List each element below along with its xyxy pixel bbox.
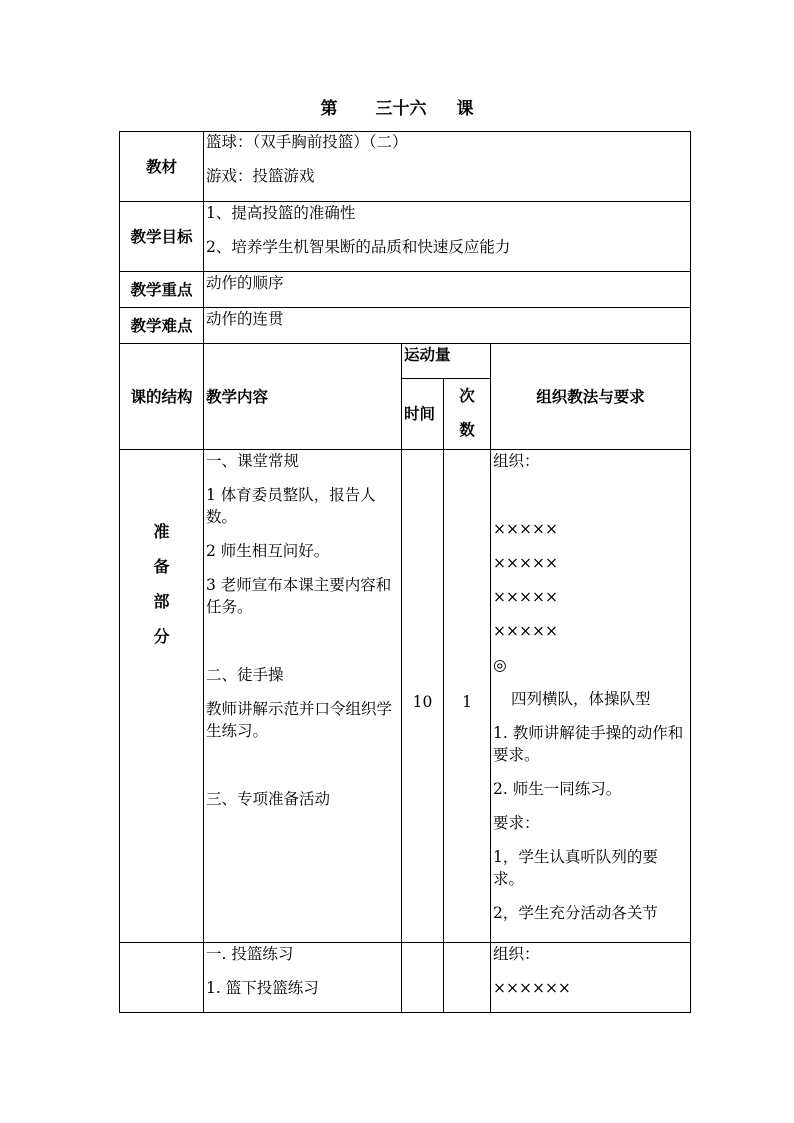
- header-count: [444, 379, 491, 450]
- row-basic: [120, 943, 691, 1013]
- header-time: 时间: [402, 379, 444, 450]
- material-line-1: 篮球：（双手胸前投篮）（二）: [206, 133, 408, 151]
- prep-char-2: 备: [153, 557, 170, 576]
- basic-method: [491, 943, 691, 1013]
- prep-requirement-2: 2，学生充分活动各关节: [493, 904, 658, 922]
- label-key-points: 教学重点: [120, 272, 204, 308]
- row-objectives: [120, 202, 691, 272]
- formation-row-1: ×××××: [493, 520, 558, 538]
- formation-row-2: ×××××: [493, 554, 558, 572]
- formation-row-3: ×××××: [493, 588, 558, 606]
- prep-char-4: 分: [153, 627, 170, 646]
- prep-heading-3: 三、专项准备活动: [206, 790, 331, 808]
- basic-org-label: 组织：: [493, 945, 540, 963]
- prep-count: 1: [462, 693, 472, 711]
- material-line-2: 游戏：投篮游戏: [206, 167, 315, 185]
- prep-item-3: 3 老师宣布本课主要内容和任务。: [206, 576, 392, 616]
- prep-method: [491, 450, 691, 943]
- lesson-plan-table: [119, 131, 691, 1013]
- prep-requirement-1: 1，学生认真听队列的要求。: [493, 848, 658, 888]
- prep-time: 10: [412, 693, 433, 711]
- prep-char-1: 准: [153, 522, 170, 541]
- title-part-3: 课: [456, 99, 474, 119]
- header-method: 组织教法与要求: [491, 344, 691, 450]
- row-header-top: [120, 344, 691, 379]
- basic-item-1: 1. 篮下投篮练习: [206, 979, 319, 997]
- label-objectives: 教学目标: [120, 202, 204, 272]
- basic-count-cell: [444, 943, 491, 1013]
- objectives-content: [204, 202, 691, 272]
- prep-formation-text: 四列横队，体操队型: [511, 690, 651, 708]
- title-part-2: 三十六: [375, 99, 427, 119]
- difficulties-content: 动作的连贯: [204, 308, 691, 344]
- objective-line-2: 2、培养学生机智果断的品质和快速反应能力: [206, 238, 511, 256]
- header-content: 教学内容: [204, 344, 402, 450]
- prep-method-1: 1. 教师讲解徒手操的动作和要求。: [493, 724, 684, 764]
- prep-content: [204, 450, 402, 943]
- prep-count-cell: [444, 450, 491, 943]
- teacher-position-mark: ◎: [493, 656, 507, 674]
- teaching-material-content: [204, 132, 691, 202]
- row-key-points: [120, 272, 691, 308]
- prep-heading-2: 二、徒手操: [206, 666, 284, 684]
- header-load: 运动量: [402, 344, 491, 379]
- prep-char-3: 部: [153, 592, 170, 611]
- objective-line-1: 1、提高投篮的准确性: [206, 204, 356, 222]
- key-points-content: 动作的顺序: [204, 272, 691, 308]
- prep-method-2: 2. 师生一同练习。: [493, 780, 622, 798]
- basic-section-label: [120, 943, 204, 1013]
- prep-time-cell: [402, 450, 444, 943]
- prep-item-2: 2 师生相互问好。: [206, 542, 330, 560]
- prep-item-4: 教师讲解示范并口令组织学生练习。: [206, 700, 393, 740]
- page-title: [0, 94, 794, 119]
- basic-time-cell: [402, 943, 444, 1013]
- prep-requirement-label: 要求：: [493, 814, 540, 832]
- row-teaching-material: [120, 132, 691, 202]
- basic-heading-1: 一. 投篮练习: [206, 945, 294, 963]
- prep-org-label: 组织：: [493, 452, 540, 470]
- label-teaching-material: 教材: [120, 132, 204, 202]
- basic-formation-row: ××××××: [493, 979, 571, 997]
- header-structure: 课的结构: [120, 344, 204, 450]
- basic-content: [204, 943, 402, 1013]
- title-part-1: 第: [320, 99, 338, 119]
- header-count-char-2: 数: [459, 420, 475, 439]
- formation-row-4: ×××××: [493, 622, 558, 640]
- row-difficulties: [120, 308, 691, 344]
- label-difficulties: 教学难点: [120, 308, 204, 344]
- prep-heading-1: 一、课堂常规: [206, 452, 300, 470]
- prep-section-label: [120, 450, 204, 943]
- prep-item-1: 1 体育委员整队，报告人数。: [206, 486, 376, 526]
- header-count-char-1: 次: [459, 386, 475, 405]
- row-preparation: [120, 450, 691, 943]
